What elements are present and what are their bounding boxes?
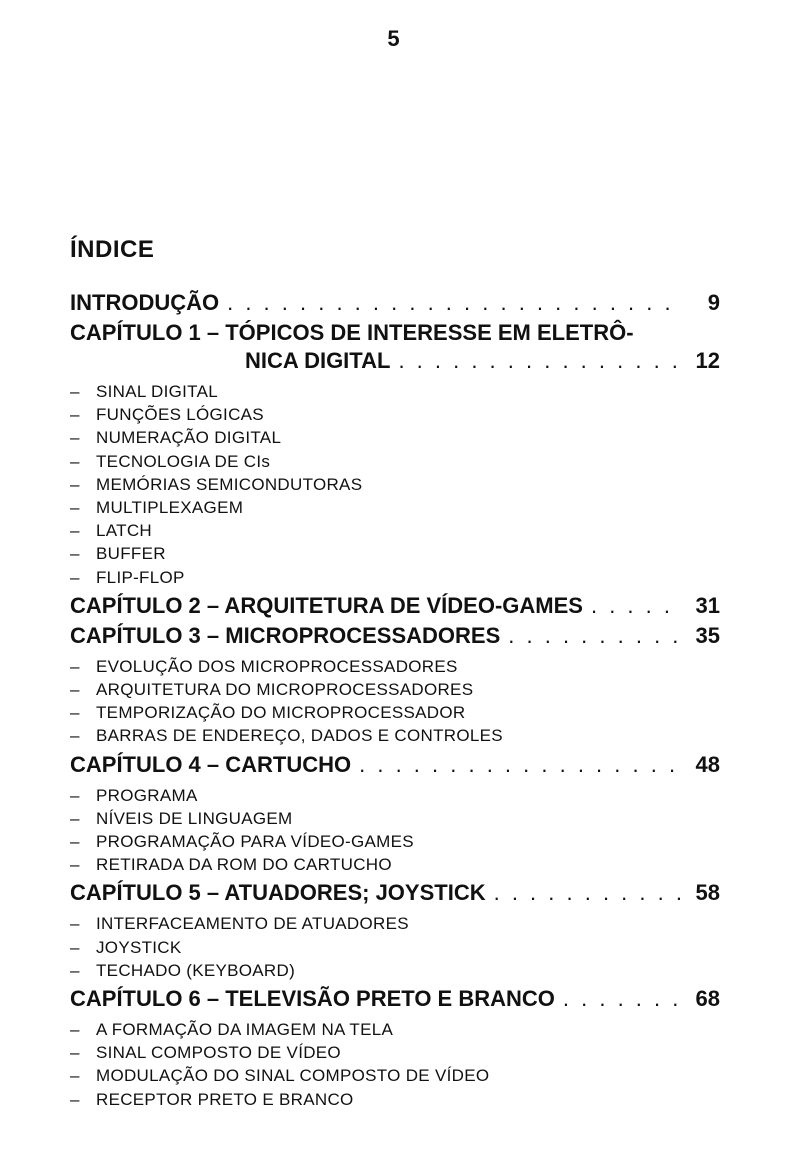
topic-item: – A FORMAÇÃO DA IMAGEM NA TELA [70, 1020, 394, 1040]
topic-item: – INTERFACEAMENTO DE ATUADORES [70, 914, 409, 934]
toc-entry-chapter-6 [70, 986, 720, 1012]
toc-entry-page: 35 [695, 622, 720, 648]
chapter-5-topics [70, 912, 720, 982]
topic-item: – PROGRAMA [70, 785, 198, 805]
chapter-3-topics [70, 655, 720, 748]
toc-entry-page: 12 [695, 348, 720, 373]
toc-entry-title: INTRODUÇÃO [70, 290, 220, 315]
chapter-1-topics [70, 380, 720, 589]
toc-entry-page: 9 [707, 290, 720, 315]
topic-item: – MULTIPLEXAGEM [70, 498, 244, 518]
toc-entry-chapter-2 [70, 593, 720, 619]
topic-item: – PROGRAMAÇÃO PARA VÍDEO-GAMES [70, 832, 414, 852]
topic-item: – EVOLUÇÃO DOS MICROPROCESSADORES [70, 656, 458, 676]
topic-item: – BUFFER [70, 544, 166, 564]
topic-item: – JOYSTICK [70, 937, 182, 957]
topic-item: – LATCH [70, 521, 152, 541]
topic-item: – ARQUITETURA DO MICROPROCESSADORES [70, 680, 474, 700]
dot-leader [227, 290, 682, 316]
toc-entry-title: CAPÍTULO 6 – TELEVISÃO PRETO E BRANCO [70, 986, 555, 1012]
toc-entry-title: CAPÍTULO 3 – MICROPROCESSADORES [70, 622, 501, 648]
toc-entry-title: CAPÍTULO 5 – ATUADORES; JOYSTICK [70, 880, 486, 906]
dot-leader [563, 986, 682, 1012]
chapter-1-title-line2 [70, 348, 720, 374]
toc-entry-chapter-4 [70, 752, 720, 778]
toc-entry-title: NICA DIGITAL [245, 348, 391, 373]
toc-entry-introducao [70, 290, 720, 316]
toc-entry-page: 58 [695, 880, 720, 906]
topic-item: – FUNÇÕES LÓGICAS [70, 405, 264, 425]
topic-item: – RECEPTOR PRETO E BRANCO [70, 1089, 354, 1109]
toc-entry-page: 31 [695, 592, 720, 618]
index-title: ÍNDICE [70, 236, 155, 263]
dot-leader [508, 623, 682, 649]
topic-item: – SINAL COMPOSTO DE VÍDEO [70, 1043, 341, 1063]
toc-entry-page: 68 [695, 986, 720, 1012]
chapter-4-topics [70, 784, 720, 877]
topic-item: – SINAL DIGITAL [70, 382, 218, 401]
topic-item: – MEMÓRIAS SEMICONDUTORAS [70, 474, 363, 494]
toc-entry-title: CAPÍTULO 2 – ARQUITETURA DE VÍDEO-GAMES [70, 592, 583, 618]
dot-leader [398, 348, 682, 374]
topic-item: – NÍVEIS DE LINGUAGEM [70, 808, 293, 828]
toc-entry-chapter-5 [70, 880, 720, 906]
chapter-6-topics [70, 1018, 720, 1111]
page-number: 5 [387, 26, 400, 51]
toc-entry-title: CAPÍTULO 4 – CARTUCHO [70, 751, 352, 777]
topic-item: – TEMPORIZAÇÃO DO MICROPROCESSADOR [70, 703, 466, 723]
toc-entry-page: 48 [695, 751, 720, 777]
topic-item: – MODULAÇÃO DO SINAL COMPOSTO DE VÍDEO [70, 1066, 490, 1086]
topic-item: – NUMERAÇÃO DIGITAL [70, 428, 282, 448]
chapter-1-title-line1: CAPÍTULO 1 – TÓPICOS DE INTERESSE EM ELETRÔ- [70, 320, 634, 345]
topic-item: – RETIRADA DA ROM DO CARTUCHO [70, 855, 392, 875]
table-of-contents [70, 290, 720, 1115]
dot-leader [359, 752, 682, 778]
dot-leader [494, 880, 682, 906]
dot-leader [591, 593, 682, 619]
toc-entry-chapter-3 [70, 623, 720, 649]
topic-item: – FLIP-FLOP [70, 567, 185, 587]
topic-item: – TECHADO (KEYBOARD) [70, 960, 296, 980]
topic-item: – BARRAS DE ENDEREÇO, DADOS E CONTROLES [70, 726, 503, 746]
topic-item: – TECNOLOGIA DE CIs [70, 451, 271, 471]
